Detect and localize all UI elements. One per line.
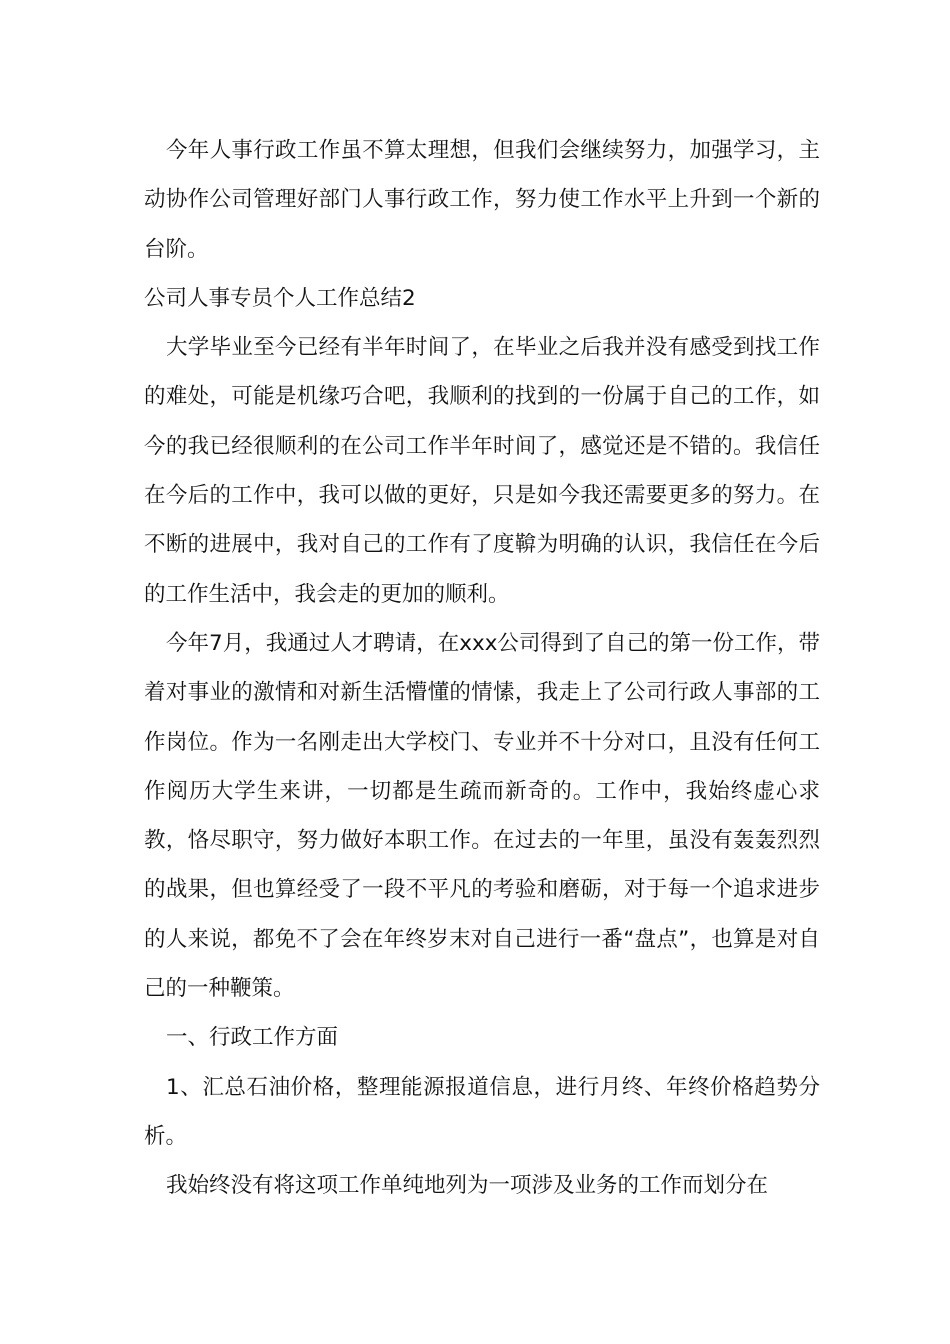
paragraph-continued: 我始终没有将这项工作单纯地列为一项涉及业务的工作而划分在 <box>166 1173 769 1199</box>
paragraph-job-start: 今年7月，我通过人才聘请，在xxx公司得到了自己的第一份工作，带着对事业的激情和对新生活懵懂的情愫，我走上了公司行政人事部的工作岗位。作为一名刚走出大学校门、专业并不十分对口，且没有任何工作阅历大学生来讲，一切都是生疏而新奇的。工作中，我始终虚心求教，恪尽职守，努力做好本职工作。在过去的一年里，虽没有轰轰烈烈的战果，但也算经受了一段不平凡的考验和磨砺，对于每一个追求进步的人来说，都免不了会在年终岁末对自己进行一番“盘点”，也算是对自己的一种鞭策。 <box>144 630 820 1002</box>
paragraph-intro: 大学毕业至今已经有半年时间了，在毕业之后我并没有感受到找工作的难处，可能是机缘巧合吧，我顺利的找到的一份属于自己的工作，如今的我已经很顺利的在公司工作半年时间了，感觉还是不错的。我信任在今后的工作中，我可以做的更好，只是如今我还需要更多的努力。在不断的进展中，我对自己的工作有了度鞥为明确的认识，我信任在今后的工作生活中，我会走的更加的顺利。 <box>144 335 820 607</box>
section-title: 公司人事专员个人工作总结2 <box>144 285 416 311</box>
subsection-heading: 一、行政工作方面 <box>166 1025 339 1051</box>
paragraph-closing-summary: 今年人事行政工作虽不算太理想，但我们会继续努力，加强学习，主动协作公司管理好部门人事行政工作，努力使工作水平上升到一个新的台阶。 <box>144 138 820 262</box>
document-body <box>144 126 820 1211</box>
list-item-1: 1、汇总石油价格，整理能源报道信息，进行月终、年终价格趋势分析。 <box>144 1074 820 1149</box>
